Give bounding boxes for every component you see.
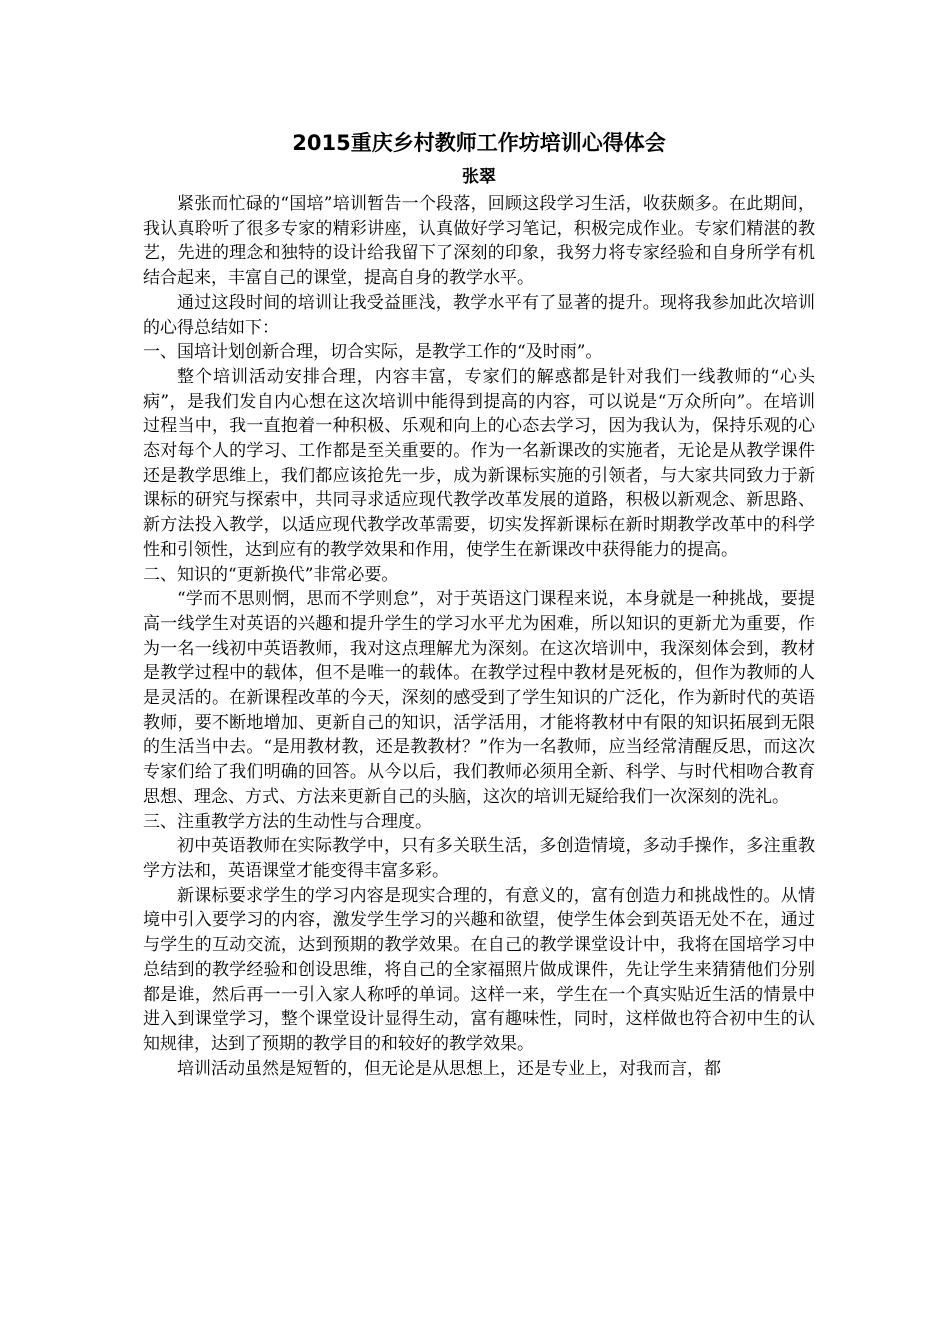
document-author: 张翠 xyxy=(462,167,496,187)
paragraph: 整个培训活动安排合理，内容丰富，专家们的解惑都是针对我们一线教师的“心头病”，是我们发自内心想在这次培训中能得到提高的内容，可以说是“万众所向”。在培训过程当中，我一直抱着一种积极、乐观和向上的心态去学习，因为我认为，保持乐观的心态对每个人的学习、工作都是至关重要的。作为一名新课改的实施者，无论是从教学课件还是教学思维上，我们都应该抢先一步，成为新课标实施的引领者，与大家共同致力于新课标的研究与探索中，共同寻求适应现代教学改革发展的道路，积极以新观念、新思路、新方法投入教学，以适应现代教学改革需要，切实发挥新课标在新时期教学改革中的科学性和引领性，达到应有的教学效果和作用，使学生在新课改中获得能力的提高。 xyxy=(143,366,815,560)
paragraph: “学而不思则惘，思而不学则怠”，对于英语这门课程来说，本身就是一种挑战，要提高一线学生对英语的兴趣和提升学生的学习水平尤为困难，所以知识的更新尤为重要，作为一名一线初中英语教师，我对这点理解尤为深刻。在这次培训中，我深刻体会到，教材是教学过程中的载体，但不是唯一的载体。在教学过程中教材是死板的，但作为教师的人是灵活的。在新课程改革的今天，深刻的感受到了学生知识的广泛化，作为新时代的英语教师，要不断地增加、更新自己的知识，活学活用，才能将教材中有限的知识拓展到无限的生活当中去。“是用教材教，还是教教材？”作为一名教师，应当经常清醒反思，而这次专家们给了我们明确的回答。从今以后，我们教师必须用全新、科学、与时代相吻合教育思想、理念、方式、方法来更新自己的头脑，这次的培训无疑给我们一次深刻的洗礼。 xyxy=(143,589,815,807)
paragraph: 初中英语教师在实际教学中，只有多关联生活，多创造情境，多动手操作，多注重教学方法和，英语课堂才能变得丰富多彩。 xyxy=(143,836,815,881)
document-page xyxy=(143,128,815,1081)
paragraph: 通过这段时间的培训让我受益匪浅，教学水平有了显著的提升。现将我参加此次培训的心得总结如下： xyxy=(143,292,815,338)
paragraph: 培训活动虽然是短暂的，但无论是从思想上，还是专业上，对我而言，都 xyxy=(177,1058,721,1079)
section-heading: 三、注重教学方法的生动性与合理度。 xyxy=(143,811,432,832)
section-heading: 二、知识的“更新换代”非常必要。 xyxy=(143,564,399,585)
document-title: 2015重庆乡村教师工作坊培训心得体会 xyxy=(292,131,666,155)
section-heading: 一、国培计划创新合理，切合实际，是教学工作的“及时雨”。 xyxy=(143,342,603,363)
paragraph: 新课标要求学生的学习内容是现实合理的，有意义的，富有创造力和挑战性的。从情境中引入要学习的内容，激发学生学习的兴趣和欲望，使学生体会到英语无处不在，通过与学生的互动交流，达到预期的教学效果。在自己的教学课堂设计中，我将在国培学习中总结到的教学经验和创设思维，将自己的全家福照片做成课件，先让学生来猜猜他们分别都是谁，然后再一一引入家人称呼的单词。这样一来，学生在一个真实贴近生活的情景中进入到课堂学习，整个课堂设计显得生动，富有趣味性，同时，这样做也符合初中生的认知规律，达到了预期的教学目的和较好的教学效果。 xyxy=(143,885,815,1054)
paragraph: 紧张而忙碌的“国培”培训暂告一个段落，回顾这段学习生活，收获颇多。在此期间，我认真聆听了很多专家的精彩讲座，认真做好学习笔记，积极完成作业。专家们精湛的教艺，先进的理念和独特的设计给我留下了深刻的印象，我努力将专家经验和自身所学有机结合起来，丰富自己的课堂，提高自身的教学水平。 xyxy=(143,194,815,289)
